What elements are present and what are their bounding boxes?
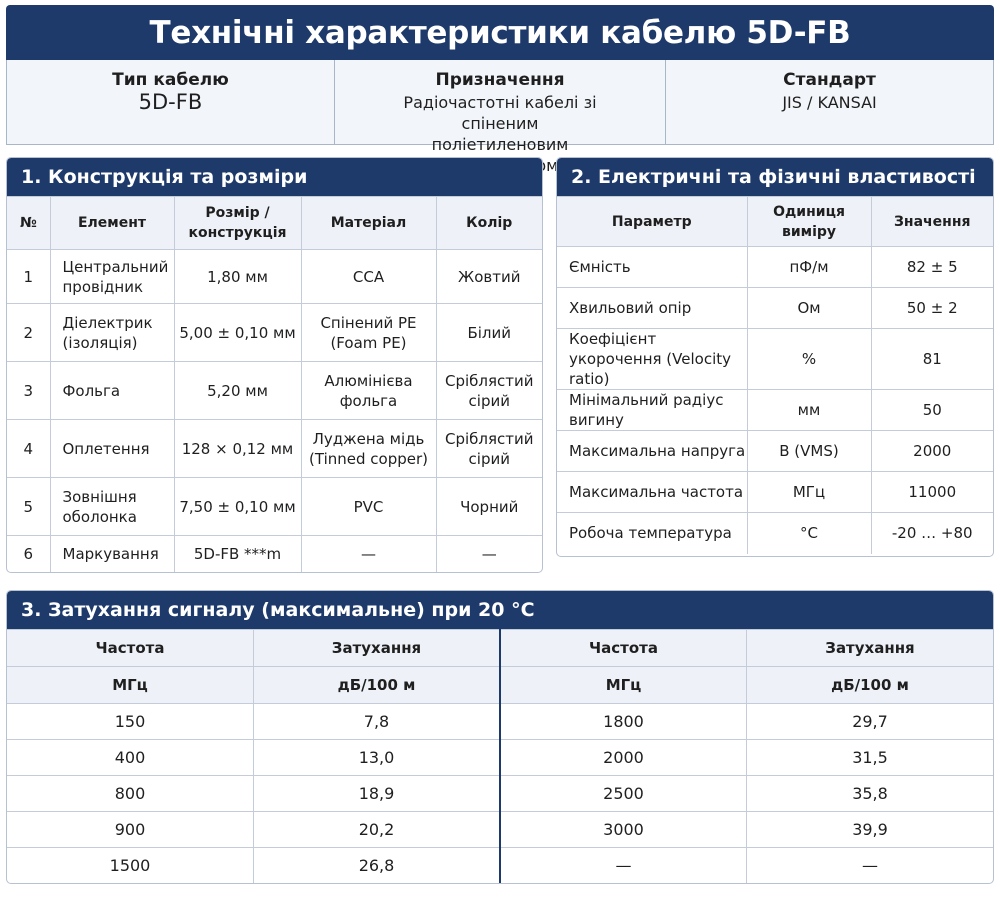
table-cell: Центральний провідник — [50, 250, 174, 304]
table-cell: 4 — [7, 420, 50, 478]
table-cell: 7,8 — [254, 704, 501, 740]
table-cell: 81 — [871, 329, 993, 390]
table-cell: Максимальна напруга — [557, 431, 747, 472]
table-cell: Ємність — [557, 247, 747, 288]
table-row — [557, 431, 993, 472]
table-cell: Маркування — [50, 536, 174, 573]
table-cell: — — [500, 848, 747, 884]
table-cell: 5,20 мм — [174, 362, 301, 420]
table-cell: Коефіцієнт укорочення (Velocity ratio) — [557, 329, 747, 390]
table-row — [7, 420, 542, 478]
table-cell: 31,5 — [747, 740, 994, 776]
table-cell: -20 … +80 — [871, 513, 993, 554]
col-header-parameter: Параметр — [557, 197, 747, 247]
table-cell: 18,9 — [254, 776, 501, 812]
table-cell: 2500 — [500, 776, 747, 812]
table-cell: 20,2 — [254, 812, 501, 848]
table-cell: Чорний — [436, 478, 542, 536]
table-row — [7, 704, 993, 740]
properties-table — [557, 196, 993, 554]
table-cell: Хвильовий опір — [557, 288, 747, 329]
table-cell: 400 — [7, 740, 254, 776]
construction-heading: 1. Конструкція та розміри — [7, 158, 542, 196]
table-row — [7, 776, 993, 812]
table-cell: — — [301, 536, 436, 573]
purpose-label: Призначення — [435, 70, 565, 90]
table-cell: 26,8 — [254, 848, 501, 884]
table-cell: 128 × 0,12 мм — [174, 420, 301, 478]
table-cell: Спінений PE (Foam PE) — [301, 304, 436, 362]
cable-info-row — [6, 60, 994, 154]
cable-type-cell — [7, 60, 335, 144]
table-cell: Оплетення — [50, 420, 174, 478]
table-cell: Робоча температура — [557, 513, 747, 554]
table-cell: 1500 — [7, 848, 254, 884]
table-cell: Мінімальний радіус вигину — [557, 390, 747, 431]
table-cell: В (VMS) — [747, 431, 871, 472]
table-cell: 2000 — [500, 740, 747, 776]
table-cell: мм — [747, 390, 871, 431]
table-cell: Луджена мідь (Tinned copper) — [301, 420, 436, 478]
table-cell: — — [436, 536, 542, 573]
col-header-attenuation: Затухання — [254, 630, 501, 667]
standard-label: Стандарт — [783, 70, 876, 90]
table-cell: 150 — [7, 704, 254, 740]
table-cell: 5,00 ± 0,10 мм — [174, 304, 301, 362]
attenuation-panel — [6, 590, 994, 884]
table-cell: Зовнішня оболонка — [50, 478, 174, 536]
table-cell: % — [747, 329, 871, 390]
table-cell: 29,7 — [747, 704, 994, 740]
table-cell: 13,0 — [254, 740, 501, 776]
table-row — [557, 390, 993, 431]
table-cell: 35,8 — [747, 776, 994, 812]
table-cell: 900 — [7, 812, 254, 848]
table-cell: — — [747, 848, 994, 884]
purpose-cell — [335, 60, 666, 154]
standard-cell — [666, 60, 993, 144]
table-cell: Сріблястий сірий — [436, 420, 542, 478]
page-title: Технічні характеристики кабелю 5D-FB — [6, 5, 994, 60]
table-cell: °C — [747, 513, 871, 554]
table-row — [7, 536, 542, 573]
table-row — [7, 304, 542, 362]
col-unit-attenuation: дБ/100 м — [254, 667, 501, 704]
col-header-element: Елемент — [50, 197, 174, 250]
table-cell: 5D-FB ***m — [174, 536, 301, 573]
table-row — [557, 288, 993, 329]
table-row — [7, 362, 542, 420]
table-cell: 82 ± 5 — [871, 247, 993, 288]
construction-table — [7, 196, 542, 573]
properties-panel — [556, 157, 994, 557]
col-header-frequency: Частота — [500, 630, 747, 667]
attenuation-table — [7, 629, 993, 884]
table-cell: PVC — [301, 478, 436, 536]
standard-value: JIS / KANSAI — [782, 93, 877, 112]
table-cell: МГц — [747, 472, 871, 513]
table-cell: Ом — [747, 288, 871, 329]
table-cell: 7,50 ± 0,10 мм — [174, 478, 301, 536]
attenuation-heading: 3. Затухання сигналу (максимальне) при 20 °C — [7, 591, 993, 629]
table-row — [557, 472, 993, 513]
table-cell: 39,9 — [747, 812, 994, 848]
table-cell: 2 — [7, 304, 50, 362]
col-unit-frequency: МГц — [500, 667, 747, 704]
cable-type-label: Тип кабелю — [112, 70, 229, 90]
table-cell: 50 — [871, 390, 993, 431]
properties-heading: 2. Електричні та фізичні властивості — [557, 158, 993, 196]
col-header-number: № — [7, 197, 50, 250]
table-row — [7, 812, 993, 848]
table-cell: 3000 — [500, 812, 747, 848]
col-header-unit: Одиниця виміру — [747, 197, 871, 247]
table-cell: Сріблястий сірий — [436, 362, 542, 420]
purpose-value: Радіочастотні кабелі зі спіненим поліетиленовим — [403, 93, 597, 154]
table-cell: пФ/м — [747, 247, 871, 288]
table-cell: 5 — [7, 478, 50, 536]
table-row — [7, 250, 542, 304]
table-cell: CCA — [301, 250, 436, 304]
table-cell: Діелектрик (ізоляція) — [50, 304, 174, 362]
col-header-attenuation: Затухання — [747, 630, 994, 667]
table-cell: 1800 — [500, 704, 747, 740]
table-row — [7, 848, 993, 884]
table-row — [557, 247, 993, 288]
col-unit-frequency: МГц — [7, 667, 254, 704]
table-cell: Максимальна частота — [557, 472, 747, 513]
table-cell: 50 ± 2 — [871, 288, 993, 329]
table-cell: 800 — [7, 776, 254, 812]
table-cell: 2000 — [871, 431, 993, 472]
col-header-value: Значення — [871, 197, 993, 247]
table-cell: Білий — [436, 304, 542, 362]
table-cell: 1 — [7, 250, 50, 304]
col-header-material: Матеріал — [301, 197, 436, 250]
table-row — [557, 329, 993, 390]
cable-type-value: 5D-FB — [138, 90, 203, 114]
table-cell: Жовтий — [436, 250, 542, 304]
table-cell: 11000 — [871, 472, 993, 513]
table-cell: Фольга — [50, 362, 174, 420]
table-cell: 6 — [7, 536, 50, 573]
col-header-color: Колір — [436, 197, 542, 250]
table-row — [7, 478, 542, 536]
table-row — [7, 740, 993, 776]
table-cell: 1,80 мм — [174, 250, 301, 304]
col-unit-attenuation: дБ/100 м — [747, 667, 994, 704]
col-header-frequency: Частота — [7, 630, 254, 667]
col-header-size: Розмір / конструкція — [174, 197, 301, 250]
table-cell: 3 — [7, 362, 50, 420]
construction-panel — [6, 157, 543, 573]
table-row — [557, 513, 993, 554]
table-cell: Алюмінієва фольга — [301, 362, 436, 420]
